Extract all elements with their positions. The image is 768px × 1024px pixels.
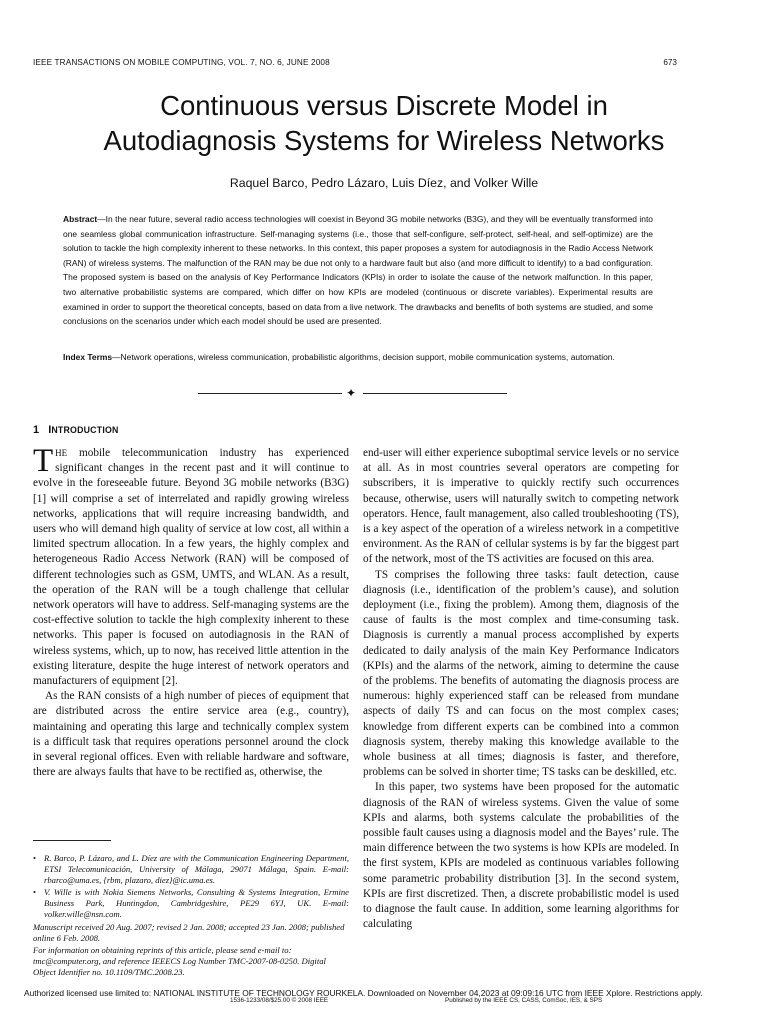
- paragraph: end-user will either experience suboptimal service levels or no service at all. As in most countries several operators are competing for subscribers, it is imperative to quickly rectify such occurrences because, otherwise, users will naturally switch to competing network operators. Hence, fault management, also called troubleshooting (TS), is a key aspect of the operation of a wireless network in a competitive environment. As the RAN of cellular systems is by far the biggest part of the network, most of the TS activities are focused on this area.: [363, 447, 679, 566]
- drop-cap: T: [33, 443, 54, 479]
- footnote-rule: [33, 840, 111, 841]
- paragraph: [33, 443, 349, 689]
- paragraph: As the RAN consists of a high number of pieces of equipment that are distributed across the entire service area (e.g., country), maintaining and operating this large and technically complex system is a difficult task that requires operations personnel around the clock in several regional offices. Even with reliable hardware and software, there are always faults that have to be rectified as, otherwise, the: [33, 690, 349, 779]
- issn-line: 1536-1233/08/$25.00 © 2008 IEEE: [230, 997, 329, 1004]
- author-list: Raquel Barco, Pedro Lázaro, Luis Díez, and Volker Wille: [229, 176, 539, 190]
- section-title-initial: I: [48, 424, 52, 436]
- title-line-2: Autodiagnosis Systems for Wireless Networks: [103, 125, 665, 156]
- paragraph: TS comprises the following three tasks: fault detection, cause diagnosis (i.e., identification of the problem’s cause), and solution deployment (i.e., fixing the problem). Among them, diagnosis of the cause of faults is the most complex and time-consuming task. Diagnosis is currently a manual process accomplished by experts dedicated to daily analysis of the main Key Performance Indicators (KPIs) and the alarms of the network, aiming to determine the cause of the problems. The benefits of automating the diagnosis process are numerous: highly experienced staff can be released from mundane aspects of daily TS and can focus on the most complex cases; knowledge from different experts can be combined into a common diagnosis system, thereby making this knowledge available to the whole business at all times; diagnosis is faster, and therefore, problems can be solved in shorter time; TS tasks can be deskilled, etc.: [363, 568, 679, 779]
- body-column-left: [33, 443, 349, 780]
- index-terms: [63, 350, 653, 365]
- page-number: 673: [663, 58, 677, 67]
- footnote-text: V. Wille is with Nokia Siemens Networks, Consulting & Systems Integration, Ermine Business Park, Huntingdon, Cambridgeshire, PE29 6YJ, UK. E-mail: volker.wille@nsn.com.: [44, 886, 349, 920]
- publisher-line: Published by the IEEE CS, CASS, ComSoc, IES, & SPS: [445, 997, 603, 1004]
- bullet-icon: •: [33, 853, 37, 863]
- running-head: IEEE TRANSACTIONS ON MOBILE COMPUTING, VOL. 7, NO. 6, JUNE 2008: [33, 58, 330, 67]
- section-title-rest: NTRODUCTION: [51, 425, 119, 435]
- footnote-affiliation: [33, 887, 349, 921]
- bullet-icon: •: [33, 886, 37, 897]
- divider-rule-left: [198, 393, 342, 394]
- lead-smallcaps: HE: [55, 448, 68, 458]
- paragraph: In this paper, two systems have been proposed for the automatic diagnosis of the RAN of wireless systems. Given the value of some KPIs and alarms, both systems calculate the probabilities of the possible fault causes using a diagnosis model and the Bayes’ rule. The main difference between the two systems is how KPIs are modeled. In the first system, KPIs are modeled as continuous variables following some parametric probability distribution [3]. In the second system, KPIs are first discretized. Then, a discrete probabilistic model is used to diagnose the fault cause. In addition, some learning algorithms for calculating: [363, 781, 679, 931]
- title-line-1: Continuous versus Discrete Model in: [160, 90, 608, 121]
- abstract: [63, 212, 653, 329]
- index-terms-text: —Network operations, wireless communication, probabilistic algorithms, decision support, mobile communication systems, automation.: [112, 352, 615, 362]
- divider-diamond-icon: ✦: [346, 386, 357, 400]
- abstract-label: Abstract: [63, 214, 98, 224]
- manuscript-dates: Manuscript received 20 Aug. 2007; revised 2 Jan. 2008; accepted 23 Jan. 2008; published online 6 Feb. 2008.: [33, 922, 345, 944]
- section-number: 1: [33, 424, 40, 436]
- index-terms-label: Index Terms: [63, 352, 113, 362]
- divider-rule-right: [363, 393, 507, 394]
- abstract-text: —In the near future, several radio access technologies will coexist in Beyond 3G mobile networks (B3G), and they will be eventually transformed into one seamless global communication infrastructure. Self-managing systems (i.e., those that self-configure, self-protect, self-heal, and self-optimize) are the solution to tackle the high complexity inherent to these networks. In this context, this paper proposes a system for autodiagnosis in the Radio Access Network (RAN) of wireless systems. The malfunction of the RAN may be due not only to a hardware fault but also (and more difficult to identify) to a bad configuration. The proposed system is based on the analysis of Key Performance Indicators (KPIs) in order to isolate the cause of the network malfunction. In this paper, two alternative probabilistic systems are compared, which differ on how KPIs are modeled (continuous or discrete variables). Experimental results are examined in order to support the theoretical concepts, based on data from a live network. The drawbacks and benefits of both systems are studied, and some conclusions on the scenarios under which each model should be used are presented.: [63, 214, 653, 327]
- reprint-info: For information on obtaining reprints of this article, please send e-mail to: tmc@computer.org, and reference IEEECS Log Number TMC-2007-08-0250. Digital Object Identifier no. 10.1109/TMC.2008.23.: [33, 944, 326, 978]
- footnotes: [33, 853, 349, 978]
- body-column-right: [363, 446, 679, 933]
- footnote-text: R. Barco, P. Lázaro, and L. Díez are with the Communication Engineering Department, ETSI Telecomunicación, University of Málaga, 29071 Málaga, Spain. E-mail: rbarco@uma.es, {rbm, plazaro, diez}@ic.uma.es.: [44, 853, 349, 886]
- footnote-affiliation: [33, 853, 349, 887]
- paragraph-text: mobile telecommunication industry has experienced significant changes in the recent past and it will continue to evolve in the foreseeable future. Beyond 3G mobile networks (B3G) [1] will comprise a set of interrelated and rapidly growing wireless networks, applications that will require increasing bandwidth, and users who will demand high quality of service at low cost, all within a limited spectrum allocation. In a few years, the highly complex and heterogeneous Radio Access Network (RAN) will be composed of different technologies such as GSM, UMTS, and WLAN. As a result, the operation of the RAN will be a tough challenge that cellular network operators will have to address. Self-managing systems are the cost-effective solution to tackle the high complexity inherent to these networks. This paper is focused on autodiagnosis in the RAN of wireless systems, which, up to now, has received little attention in the existing literature, despite the huge interest of network operators and manufacturers of equipment [2].: [33, 447, 349, 688]
- section-heading: [33, 424, 119, 436]
- paper-title: [0, 88, 768, 158]
- license-notice: Authorized licensed use limited to: NATIONAL INSTITUTE OF TECHNOLOGY ROURKELA. Downloaded on November 04,2023 at 09:09:16 UTC from IEEE Xplore. Restrictions apply.: [24, 988, 703, 998]
